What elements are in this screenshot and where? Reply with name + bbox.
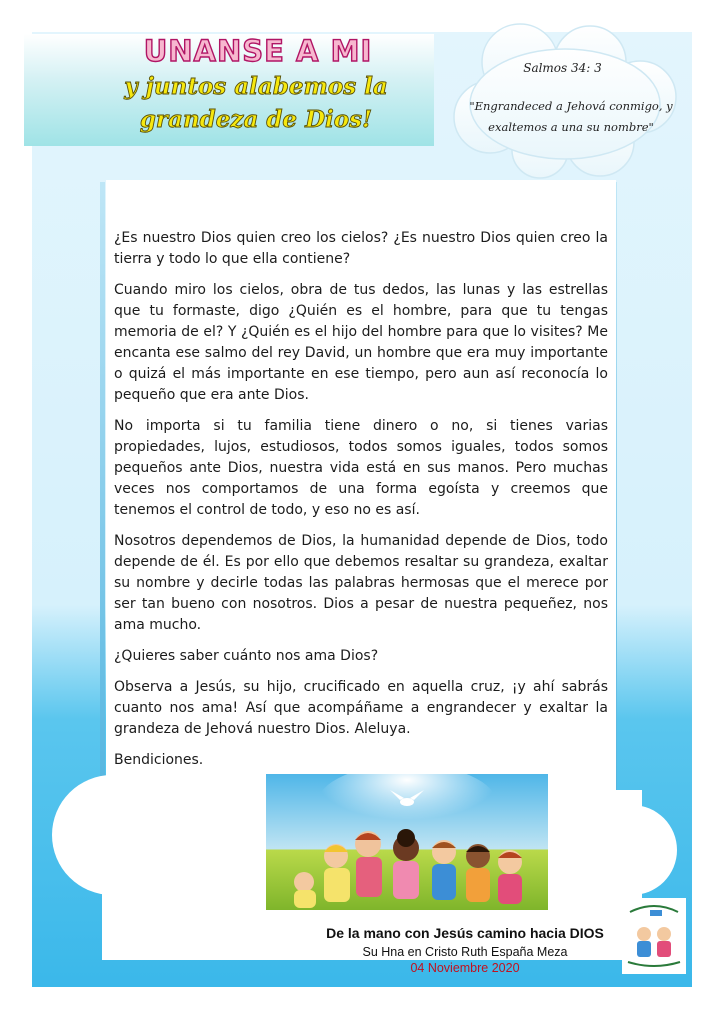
paragraph-2: Cuando miro los cielos, obra de tus dedos, las lunas y las estrellas que tu formaste, digo ¿Quién es el hombre, para que tu tengas memoria de el? Y ¿Quién es el hijo del hombre para que lo visites? Me encanta ese salmo del rey David, un hombre que era muy importante o quizá el más importante en ese tiempo, pero aun así reconocía lo pequeño que era ante Dios. <box>114 282 608 403</box>
paragraph-6: Observa a Jesús, su hijo, crucificado en aquella cruz, ¡y ahí sabrás cuanto nos ama! Así que acompáñame a engrandecer y exaltar la grandeza de Jehová nuestro Dios. Aleluya. <box>114 679 608 737</box>
logo-art <box>620 896 688 976</box>
footer-title: De la mano con Jesús camino hacia DIOS <box>326 925 604 941</box>
paragraph-5: ¿Quieres saber cuánto nos ama Dios? <box>114 648 379 664</box>
verse-reference: Salmos 34: 3 <box>523 61 602 75</box>
paragraph-3: No importa si tu familia tiene dinero o no, si tienes varias propiedades, lujos, estudiosos, todos somos iguales, todos somos pequeños ante Dios, nuestra vida está en sus manos. Pero muchas veces nos comportamos de una forma egoísta y creemos que tenemos el control de todo, y eso no es así. <box>114 418 608 518</box>
footer-date: 04 Noviembre 2020 <box>410 961 520 975</box>
article-body <box>114 228 608 781</box>
title-line-1: UNANSE A MI <box>143 34 373 68</box>
children-praying-illustration <box>266 774 548 910</box>
title-line-2: y juntos alabemos la <box>124 73 388 100</box>
child-3 <box>355 831 382 897</box>
illustration-art <box>266 774 548 910</box>
ministry-logo <box>620 896 688 976</box>
child-6 <box>466 844 490 902</box>
child-2 <box>324 844 350 902</box>
verse-text: "Engrandeced a Jehová conmigo, y exaltemos a una su nombre" <box>469 99 673 134</box>
paragraph-1: ¿Es nuestro Dios quien creo los cielos? ¿Es nuestro Dios quien creo la tierra y todo lo que ella contiene? <box>114 230 608 267</box>
child-7 <box>498 850 522 904</box>
title-line-2-3 <box>86 70 426 136</box>
footer-author: Su Hna en Cristo Ruth España Meza <box>362 945 568 959</box>
child-5 <box>432 840 456 900</box>
paragraph-4: Nosotros dependemos de Dios, la humanidad depende de Dios, todo depende de él. Es por ello que debemos resaltar su grandeza, exaltar su nombre y decirle todas las palabras hermosas que el merece por ser tan bueno con nosotros. Dios a pesar de nuestra pequeñez, nos ama mucho. <box>114 533 608 633</box>
paragraph-7: Bendiciones. <box>114 752 204 768</box>
child-4 <box>393 829 419 899</box>
title-line-3: grandeza de Dios! <box>139 106 373 133</box>
